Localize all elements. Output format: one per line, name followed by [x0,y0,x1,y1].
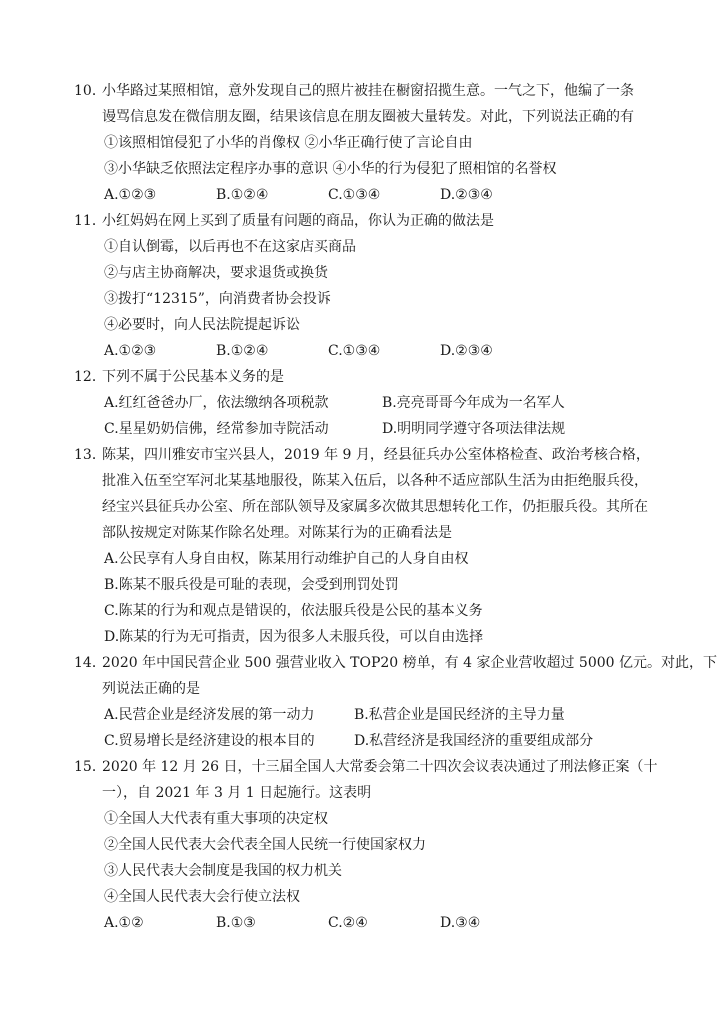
question-stem: 批准入伍至空军河北某基地服役，陈某入伍后，以各种不适应部队生活为由拒绝服兵役， [102,473,648,489]
option-c: C.①③④ [328,187,381,203]
question-stem: 2020 年 12 月 26 日，十三届全国人大常委会第二十四次会议表决通过了刑法修正案（十 [102,759,658,775]
option-d: D.③④ [440,915,481,931]
statement-item: ①该照相馆侵犯了小华的肖像权 ②小华正确行使了言论自由 [104,135,473,151]
question-number: 15． [74,759,106,775]
option-a: A.红红爸爸办厂，依法缴纳各项税款 [104,395,329,411]
question-stem: 经宝兴县征兵办公室、所在部队领导及家属多次做其思想转化工作，仍拒服兵役。其所在 [102,499,648,515]
option-d: D.私营经济是我国经济的重要组成部分 [354,733,594,749]
option-a: A.民营企业是经济发展的第一动力 [104,707,315,723]
option-c: C.星星奶奶信佛，经常参加寺院活动 [104,421,329,437]
question-stem: 陈某，四川雅安市宝兴县人，2019 年 9 月，经县征兵办公室体格检查、政治考核合格， [102,447,650,463]
option-b: B.私营企业是国民经济的主导力量 [354,707,565,723]
option-d: D.②③④ [440,343,493,359]
question-stem: 部队按规定对陈某作除名处理。对陈某行为的正确看法是 [102,525,452,541]
statement-item: ①全国人大代表有重大事项的决定权 [104,811,328,827]
option-a: A.公民享有人身自由权，陈某用行动维护自己的人身自由权 [104,551,469,567]
statement-item: ④全国人民代表大会行使立法权 [104,889,300,905]
question-number: 13． [74,447,106,463]
option-b: B.①②④ [216,343,269,359]
question-stem: 2020 年中国民营企业 500 强营业收入 TOP20 榜单，有 4 家企业营收超过 5000 亿元。对此，下 [102,655,717,671]
question-number: 11． [74,213,106,229]
statement-item: ①自认倒霉，以后再也不在这家店买商品 [104,239,356,255]
statement-item: ③小华缺乏依照法定程序办事的意识 ④小华的行为侵犯了照相馆的名誉权 [104,161,557,177]
question-stem: 一），自 2021 年 3 月 1 日起施行。这表明 [102,785,372,801]
question-stem: 下列不属于公民基本义务的是 [102,369,284,385]
option-d: D.②③④ [440,187,493,203]
option-c: C.②④ [328,915,368,931]
question-stem: 小红妈妈在网上买到了质量有问题的商品，你认为正确的做法是 [102,213,494,229]
option-c: C.贸易增长是经济建设的根本目的 [104,733,315,749]
option-a: A.①② [104,915,144,931]
option-b: B.①②④ [216,187,269,203]
question-stem: 小华路过某照相馆，意外发现自己的照片被挂在橱窗招揽生意。一气之下，他编了一条 [102,83,634,99]
option-b: B.亮亮哥哥今年成为一名军人 [382,395,565,411]
statement-item: ③人民代表大会制度是我国的权力机关 [104,863,342,879]
question-stem: 列说法正确的是 [102,681,200,697]
option-d: D.陈某的行为无可指责，因为很多人未服兵役，可以自由选择 [104,629,484,645]
question-number: 10． [74,83,106,99]
option-d: D.明明同学遵守各项法律法规 [382,421,566,437]
option-c: C.陈某的行为和观点是错误的，依法服兵役是公民的基本义务 [104,603,483,619]
statement-item: ③拨打“12315”，向消费者协会投诉 [104,291,331,307]
option-c: C.①③④ [328,343,381,359]
statement-item: ②与店主协商解决，要求退货或换货 [104,265,328,281]
option-b: B.①③ [216,915,256,931]
question-number: 12． [74,369,106,385]
question-number: 14． [74,655,106,671]
question-stem: 谩骂信息发在微信朋友圈，结果该信息在朋友圈被大量转发。对此，下列说法正确的有 [102,109,634,125]
option-b: B.陈某不服兵役是可耻的表现，会受到刑罚处罚 [104,577,399,593]
option-a: A.①②③ [104,343,157,359]
statement-item: ②全国人民代表大会代表全国人民统一行使国家权力 [104,837,426,853]
statement-item: ④必要时，向人民法院提起诉讼 [104,317,300,333]
option-a: A.①②③ [104,187,157,203]
